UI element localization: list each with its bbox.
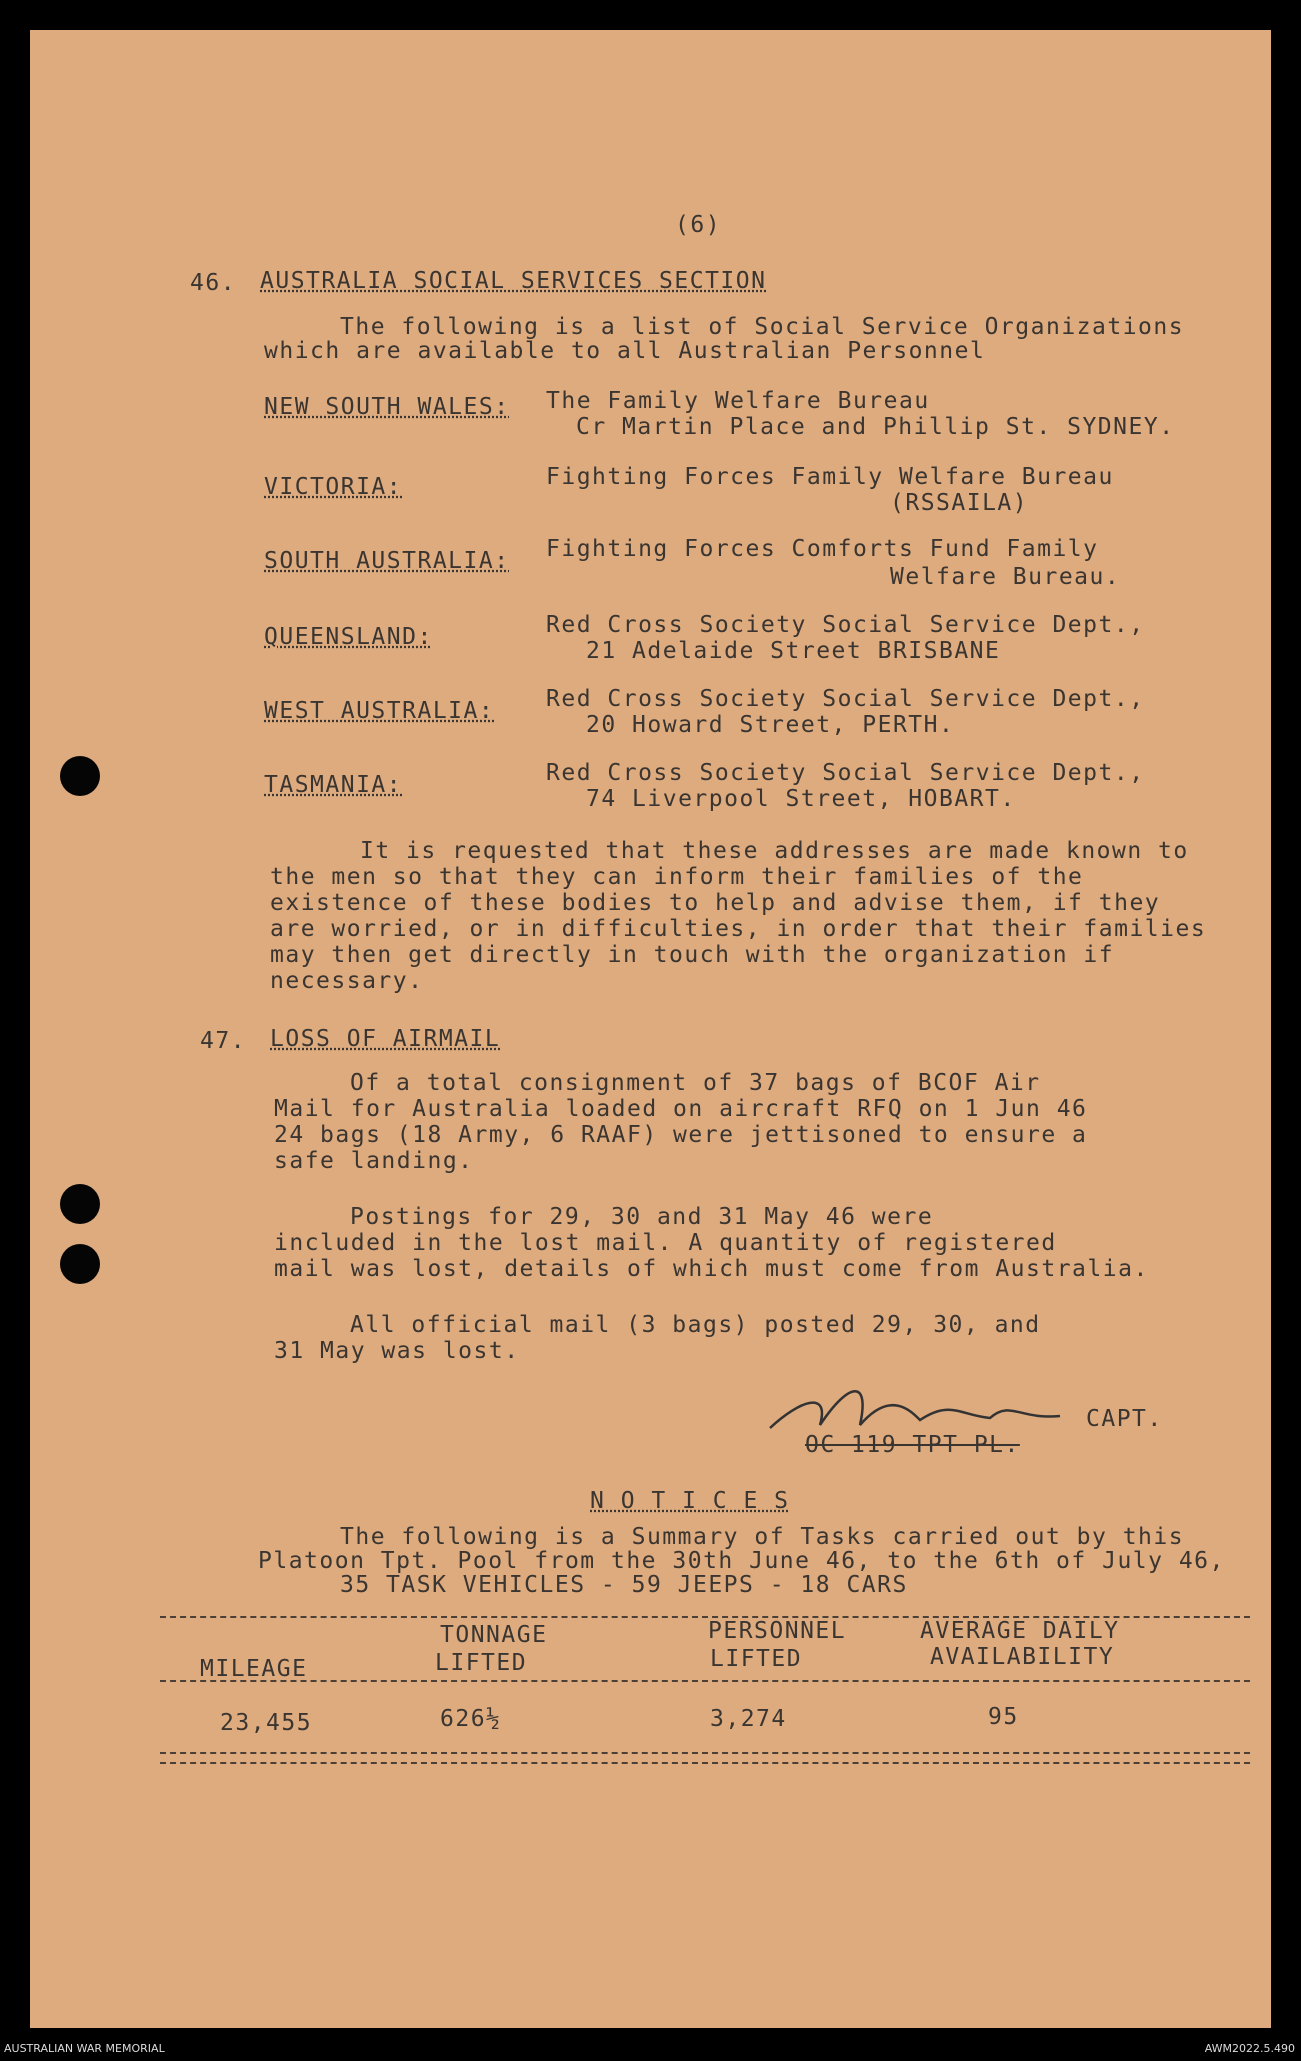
punch-hole [60, 756, 100, 796]
section-number: 46. [190, 270, 237, 296]
org-line: (RSSAILA) [890, 490, 1029, 516]
col-header: MILEAGE [200, 1656, 308, 1682]
state-label: TASMANIA: [264, 772, 403, 798]
state-label: SOUTH AUSTRALIA: [264, 548, 510, 574]
notices-title: N O T I C E S [590, 1488, 790, 1514]
para-line: included in the lost mail. A quantity of registered [274, 1230, 1057, 1256]
org-line: Cr Martin Place and Phillip St. SYDNEY. [576, 414, 1175, 440]
org-line: The Family Welfare Bureau [546, 388, 930, 414]
document-page [30, 30, 1271, 2028]
col-header: AVERAGE DAILY [920, 1618, 1120, 1644]
state-label: NEW SOUTH WALES: [264, 394, 510, 420]
org-line: 21 Adelaide Street BRISBANE [586, 638, 1001, 664]
intro-line: which are available to all Australian Personnel [264, 338, 986, 364]
section-title: AUSTRALIA SOCIAL SERVICES SECTION [260, 268, 767, 294]
notices-line: Platoon Tpt. Pool from the 30th June 46, to the 6th of July 46, [258, 1548, 1225, 1574]
org-line: Red Cross Society Social Service Dept., [546, 686, 1145, 712]
state-label: WEST AUSTRALIA: [264, 698, 495, 724]
org-line: Fighting Forces Comforts Fund Family [546, 536, 1099, 562]
signature-rank: CAPT. [1086, 1406, 1163, 1432]
para-line: 24 bags (18 Army, 6 RAAF) were jettisoned to ensure a [274, 1122, 1088, 1148]
col-header: TONNAGE [440, 1622, 548, 1648]
section-title: LOSS OF AIRMAIL [270, 1026, 501, 1052]
col-header: PERSONNEL [708, 1618, 847, 1644]
table-cell: 95 [988, 1704, 1019, 1730]
table-rule [160, 1752, 1250, 1754]
table-cell: 3,274 [710, 1706, 787, 1732]
para-line: the men so that they can inform their families of the [270, 864, 1084, 890]
para-line: mail was lost, details of which must come from Australia. [274, 1256, 1149, 1282]
org-line: Red Cross Society Social Service Dept., [546, 760, 1145, 786]
table-rule [160, 1680, 1250, 1682]
notices-line: The following is a Summary of Tasks carried out by this [340, 1524, 1185, 1550]
para-line: necessary. [270, 968, 424, 994]
punch-hole [60, 1184, 100, 1224]
punch-hole [60, 1244, 100, 1284]
org-line: Red Cross Society Social Service Dept., [546, 612, 1145, 638]
col-header: AVAILABILITY [930, 1644, 1115, 1670]
para-line: Mail for Australia loaded on aircraft RFQ on 1 Jun 46 [274, 1096, 1088, 1122]
table-cell: 626½ [440, 1706, 502, 1732]
para-line: may then get directly in touch with the organization if [270, 942, 1115, 968]
org-line: 20 Howard Street, PERTH. [586, 712, 955, 738]
para-line: All official mail (3 bags) posted 29, 30, and [350, 1312, 1041, 1338]
org-line: Fighting Forces Family Welfare Bureau [546, 464, 1114, 490]
para-line: It is requested that these addresses are made known to [360, 838, 1189, 864]
footer-right: AWM2022.5.490 [1204, 2042, 1295, 2055]
section-number: 47. [200, 1028, 247, 1054]
state-label: VICTORIA: [264, 474, 403, 500]
org-line: Welfare Bureau. [890, 564, 1121, 590]
footer-left: AUSTRALIAN WAR MEMORIAL [4, 2042, 165, 2055]
table-rule [160, 1762, 1250, 1764]
para-line: Postings for 29, 30 and 31 May 46 were [350, 1204, 934, 1230]
para-line: safe landing. [274, 1148, 474, 1174]
intro-line: The following is a list of Social Service Organizations [340, 314, 1185, 340]
para-line: 31 May was lost. [274, 1338, 520, 1364]
signature-unit: OC 119 TPT PL. [805, 1432, 1020, 1458]
para-line: Of a total consignment of 37 bags of BCOF Air [350, 1070, 1041, 1096]
col-header: LIFTED [710, 1646, 803, 1672]
org-line: 74 Liverpool Street, HOBART. [586, 786, 1016, 812]
table-cell: 23,455 [220, 1710, 313, 1736]
col-header: LIFTED [435, 1650, 528, 1676]
para-line: existence of these bodies to help and advise them, if they [270, 890, 1161, 916]
state-label: QUEENSLAND: [264, 624, 433, 650]
notices-line: 35 TASK VEHICLES - 59 JEEPS - 18 CARS [340, 1572, 908, 1598]
page-number: (6) [675, 212, 722, 238]
para-line: are worried, or in difficulties, in order that their families [270, 916, 1207, 942]
